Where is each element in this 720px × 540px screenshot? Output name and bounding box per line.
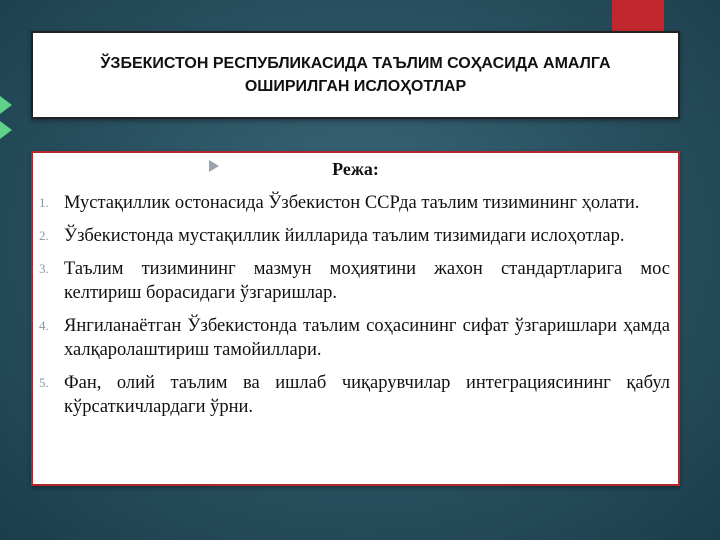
- list-item: [33, 371, 670, 419]
- item-number: 1.: [39, 195, 49, 210]
- item-text: Таълим тизимининг мазмун моҳиятини жахон стандартларига мос келтириш борасидаги ўзгаришлар.: [64, 259, 670, 303]
- item-number: 4.: [39, 318, 49, 333]
- list-item: [33, 257, 670, 305]
- slide-title: ЎЗБЕКИСТОН РЕСПУБЛИКАСИДА ТАЪЛИМ СОҲАСИДА АМАЛГА ОШИРИЛГАН ИСЛОҲОТЛАР: [100, 55, 611, 95]
- item-number: 5.: [39, 375, 49, 390]
- triangle-right-icon: [0, 96, 12, 114]
- content-box: [31, 151, 680, 486]
- triangle-right-icon: [0, 121, 12, 139]
- list-item: [33, 224, 670, 248]
- item-text: Мустақиллик остонасида Ўзбекистон ССРда таълим тизимининг ҳолати.: [64, 193, 640, 213]
- list-item: [33, 191, 670, 215]
- item-text: Ўзбекистонда мустақиллик йилларида таълим тизимидаги ислоҳотлар.: [64, 226, 625, 246]
- item-text: Янгиланаётган Ўзбекистонда таълим соҳасининг сифат ўзгаришлари ҳамда халқаролаштириш тамойиллари.: [64, 316, 670, 360]
- plan-list: [33, 191, 670, 428]
- accent-square: [612, 0, 664, 32]
- title-box: [31, 31, 680, 119]
- item-text: Фан, олий таълим ва ишлаб чиқарувчилар интеграциясининг қабул кўрсаткичлардаги ўрни.: [64, 373, 670, 417]
- plan-heading: Режа:: [332, 159, 379, 179]
- item-number: 3.: [39, 261, 49, 276]
- item-number: 2.: [39, 228, 49, 243]
- list-item: [33, 314, 670, 362]
